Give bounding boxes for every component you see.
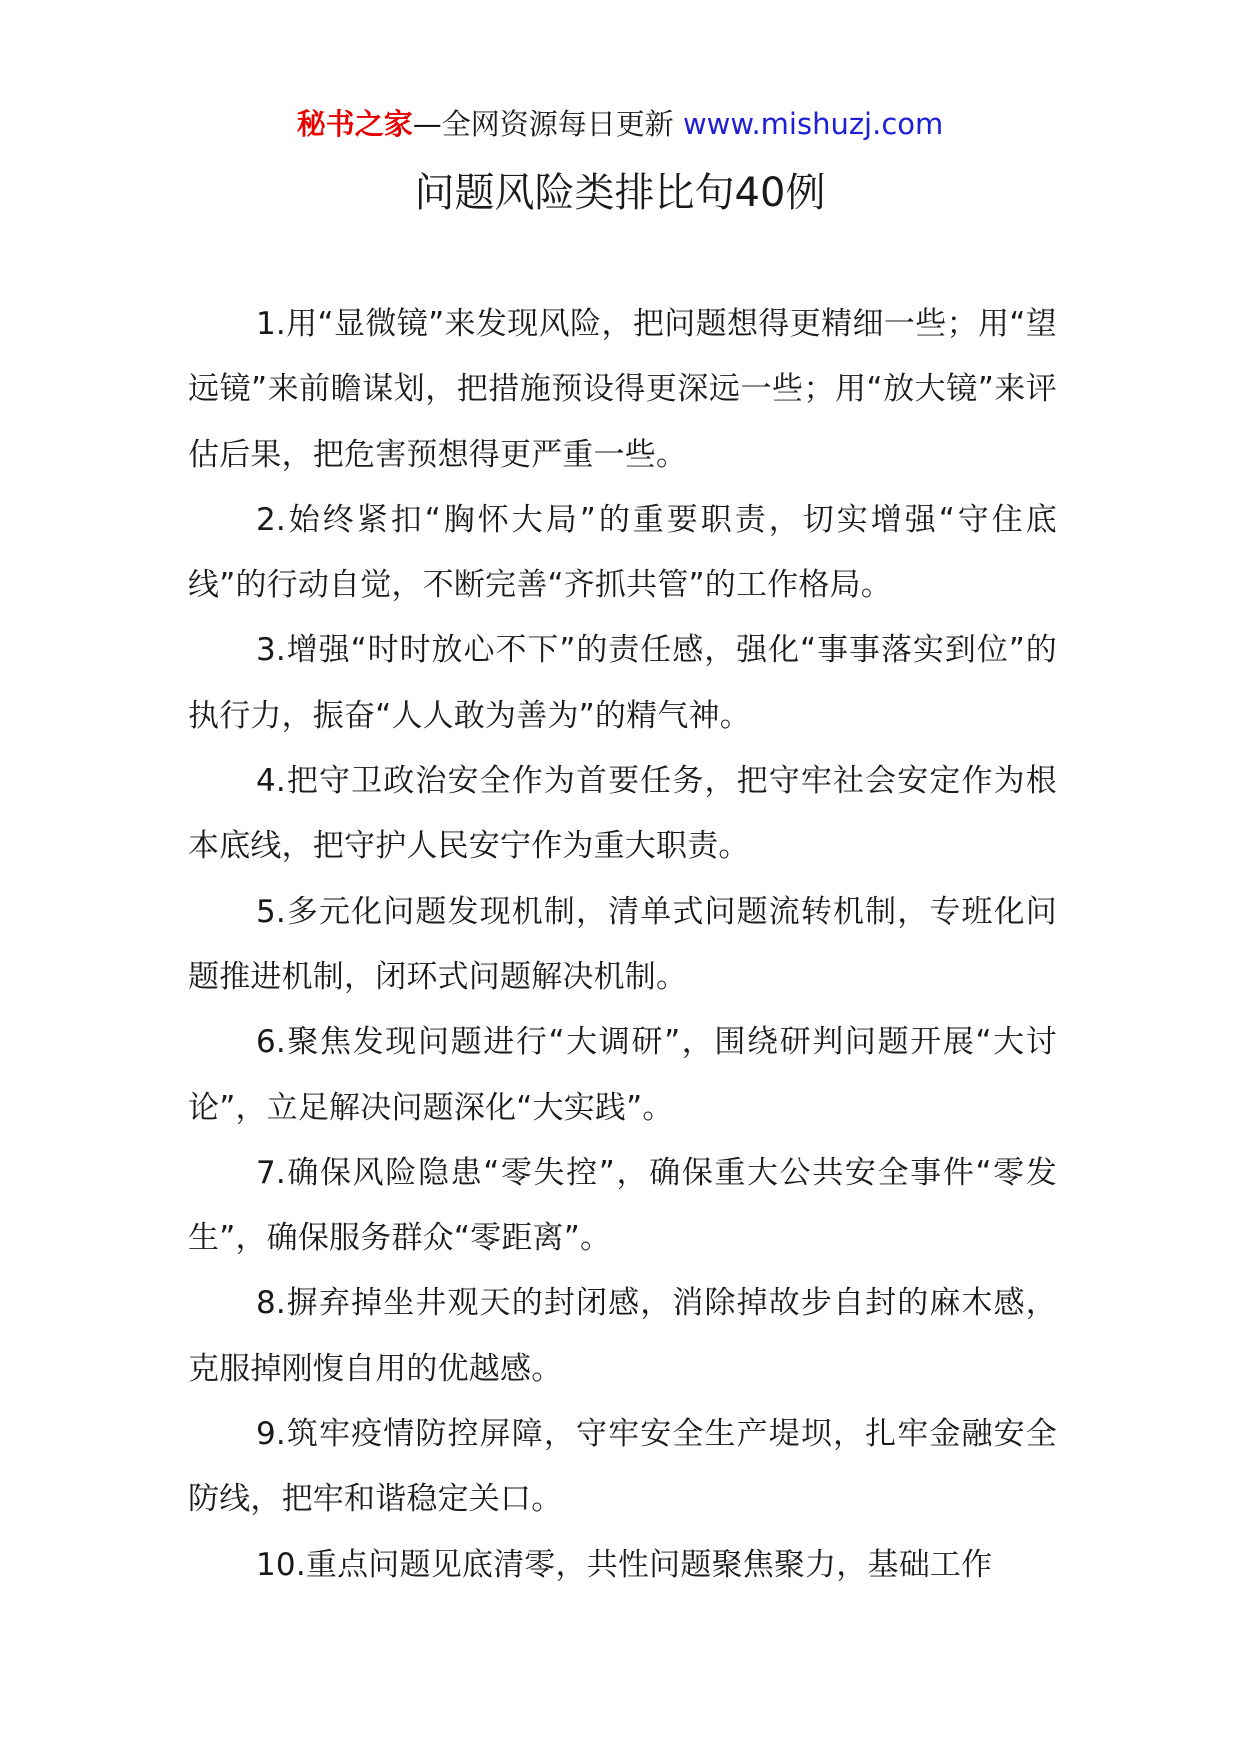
paragraph: 1.用“显微镜”来发现风险，把问题想得更精细一些；用“望远镜”来前瞻谋划，把措施预设得更深远一些；用“放大镜”来评估后果，把危害预想得更严重一些。 [188,306,1057,473]
paragraph: 6.聚焦发现问题进行“大调研”，围绕研判问题开展“大讨论”，立足解决问题深化“大实践”。 [188,1024,1057,1126]
paragraph: 9.筑牢疫情防控屏障，守牢安全生产堤坝，扎牢金融安全防线，把牢和谐稳定关口。 [188,1416,1057,1518]
site-tagline: —全网资源每日更新 [412,107,674,141]
paragraph: 4.把守卫政治安全作为首要任务，把守牢社会安定作为根本底线，把守护人民安宁作为重大职责。 [188,763,1057,865]
paragraph: 10.重点问题见底清零，共性问题聚焦聚力，基础工作 [256,1546,993,1583]
paragraph: 3.增强“时时放心不下”的责任感，强化“事事落实到位”的执行力，振奋“人人敢为善为”的精气神。 [188,632,1057,734]
paragraph: 7.确保风险隐患“零失控”，确保重大公共安全事件“零发生”，确保服务群众“零距离”。 [188,1154,1057,1257]
document-title: 问题风险类排比句40例 [414,170,826,216]
site-url[interactable]: www.mishuzj.com [682,107,944,141]
paragraph: 2.始终紧扣“胸怀大局”的重要职责，切实增强“守住底线”的行动自觉，不断完善“齐抓共管”的工作格局。 [188,501,1057,604]
brand-name: 秘书之家 [296,107,413,141]
paragraph: 8.摒弃掉坐井观天的封闭感，消除掉故步自封的麻木感，克服掉刚愎自用的优越感。 [188,1285,1057,1387]
site-header [0,100,1240,148]
document-body [188,292,1057,1598]
paragraph: 5.多元化问题发现机制，清单式问题流转机制，专班化问题推进机制，闭环式问题解决机制。 [188,893,1057,995]
